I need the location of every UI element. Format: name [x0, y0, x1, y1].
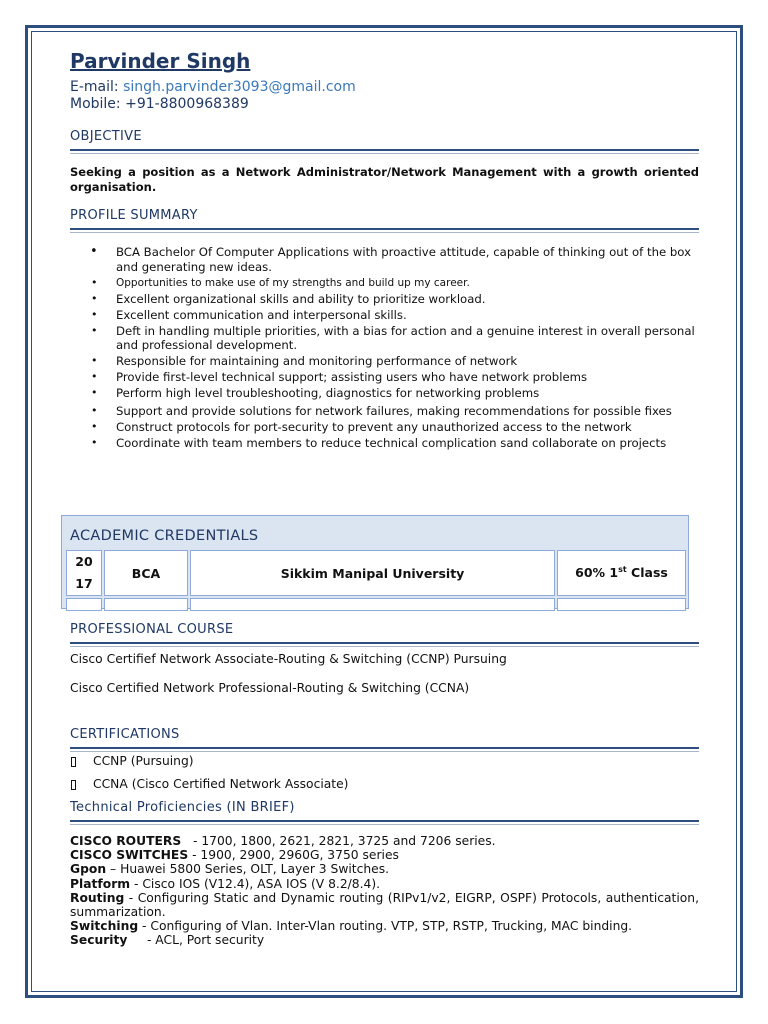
tech-label: Routing	[70, 890, 125, 905]
degree-cell: BCA	[104, 550, 188, 596]
certifications-heading: CERTIFICATIONS	[70, 727, 699, 749]
tech-row	[70, 834, 699, 848]
resume-content-lower	[70, 622, 703, 948]
tech-text: - 1900, 2900, 2960G, 3750 series	[188, 848, 399, 863]
list-item: • Excellent organizational skills and ability to prioritize workload.	[70, 292, 699, 307]
university-cell: Sikkim Manipal University	[190, 550, 555, 596]
year-top: 20	[75, 554, 93, 569]
tech-text: - 1700, 1800, 2621, 2821, 3725 and 7206 series.	[181, 834, 496, 848]
list-item: • Perform high level troubleshooting, diagnostics for networking problems	[70, 386, 699, 401]
cert-label: CCNA (Cisco Certified Network Associate)	[93, 777, 349, 791]
year-bottom: 17	[75, 576, 93, 591]
tech-label: Switching	[70, 919, 139, 934]
certifications-list	[70, 754, 699, 792]
table-row-empty	[66, 598, 686, 611]
candidate-name: Parvinder Singh	[70, 49, 251, 73]
technical-list	[70, 834, 703, 948]
tech-text: - Configuring of Vlan. Inter-Vlan routing. VTP, STP, RSTP, Trucking, MAC binding.	[138, 919, 633, 934]
tech-label: CISCO SWITCHES	[70, 848, 189, 863]
academic-table	[64, 548, 688, 613]
checkbox-bullet-icon	[71, 757, 76, 767]
tech-row	[70, 919, 699, 933]
list-item: • Construct protocols for port-security to prevent any unauthorized access to the network	[70, 420, 699, 435]
tech-label: Platform	[70, 876, 131, 891]
list-item: • Support and provide solutions for network failures, making recommendations for possible fixes	[70, 404, 699, 419]
tech-text: - Cisco IOS (V12.4), ASA IOS (V 8.2/8.4).	[130, 876, 381, 891]
tech-label: Security	[70, 933, 128, 948]
profile-summary-list	[70, 245, 699, 450]
list-item: • Responsible for maintaining and monitoring performance of network	[70, 354, 699, 369]
mobile-number: +91-8800968389	[125, 96, 249, 112]
empty-cell	[104, 598, 188, 611]
tech-row	[70, 933, 699, 947]
result-suffix: Class	[626, 565, 668, 581]
list-item: • BCA Bachelor Of Computer Applications with proactive attitude, capable of thinking out of the box and generating new ideas.	[70, 245, 699, 274]
checkbox-bullet-icon	[71, 780, 76, 790]
list-item: • Provide first-level technical support; assisting users who have network problems	[70, 370, 699, 385]
list-item: • Excellent communication and interpersonal skills.	[70, 308, 699, 323]
tech-row	[70, 848, 699, 862]
course-item: Cisco Certifief Network Associate-Routing & Switching (CCNP) Pursuing	[70, 652, 507, 666]
tech-text: - Configuring Static and Dynamic routing (RIPv1/v2, EIGRP, OSPF) Protocols, authentication, summarization.	[70, 890, 703, 920]
objective-text: Seeking a position as a Network Administrator/Network Management with a growth oriented organisation.	[70, 165, 699, 194]
tech-row	[70, 862, 699, 876]
empty-cell	[557, 598, 686, 611]
list-item: • Coordinate with team members to reduce technical complication sand collaborate on projects	[70, 436, 699, 451]
mobile-line	[70, 96, 699, 113]
tech-text: – Huawei 5800 Series, OLT, Layer 3 Switches.	[106, 862, 390, 877]
resume-content	[70, 48, 699, 452]
email-line	[70, 79, 699, 96]
tech-text: - ACL, Port security	[127, 933, 265, 948]
profile-summary-heading: PROFILE SUMMARY	[70, 208, 699, 230]
cert-label: CCNP (Pursuing)	[93, 754, 194, 768]
tech-row	[70, 877, 699, 891]
mobile-label: Mobile:	[70, 96, 126, 112]
list-item: • Opportunities to make use of my strengths and build up my career.	[70, 276, 699, 291]
tech-row	[70, 890, 703, 920]
result-cell	[557, 550, 686, 596]
course-item: Cisco Certified Network Professional-Routing & Switching (CCNA)	[70, 681, 470, 695]
list-item: • Deft in handling multiple priorities, with a bias for action and a genuine interest in overall personal and professional development.	[70, 324, 699, 353]
academic-credentials-box	[61, 515, 689, 609]
list-item	[70, 754, 699, 769]
year-cell	[66, 550, 102, 596]
empty-cell	[66, 598, 102, 611]
email-label: E-mail:	[70, 79, 124, 95]
tech-label: Gpon	[70, 862, 107, 877]
list-item	[70, 777, 699, 792]
tech-label: CISCO ROUTERS	[70, 834, 182, 848]
table-row	[66, 550, 686, 596]
professional-course-heading: PROFESSIONAL COURSE	[70, 622, 699, 644]
empty-cell	[190, 598, 555, 611]
result-prefix: 60% 1	[575, 565, 619, 581]
email-link[interactable]: singh.parvinder3093@gmail.com	[123, 79, 356, 95]
technical-heading: Technical Proficiencies (IN BRIEF)	[70, 800, 699, 822]
result-sup: st	[618, 565, 627, 575]
academic-credentials-heading: ACADEMIC CREDENTIALS	[70, 528, 259, 544]
objective-heading: OBJECTIVE	[70, 129, 699, 151]
